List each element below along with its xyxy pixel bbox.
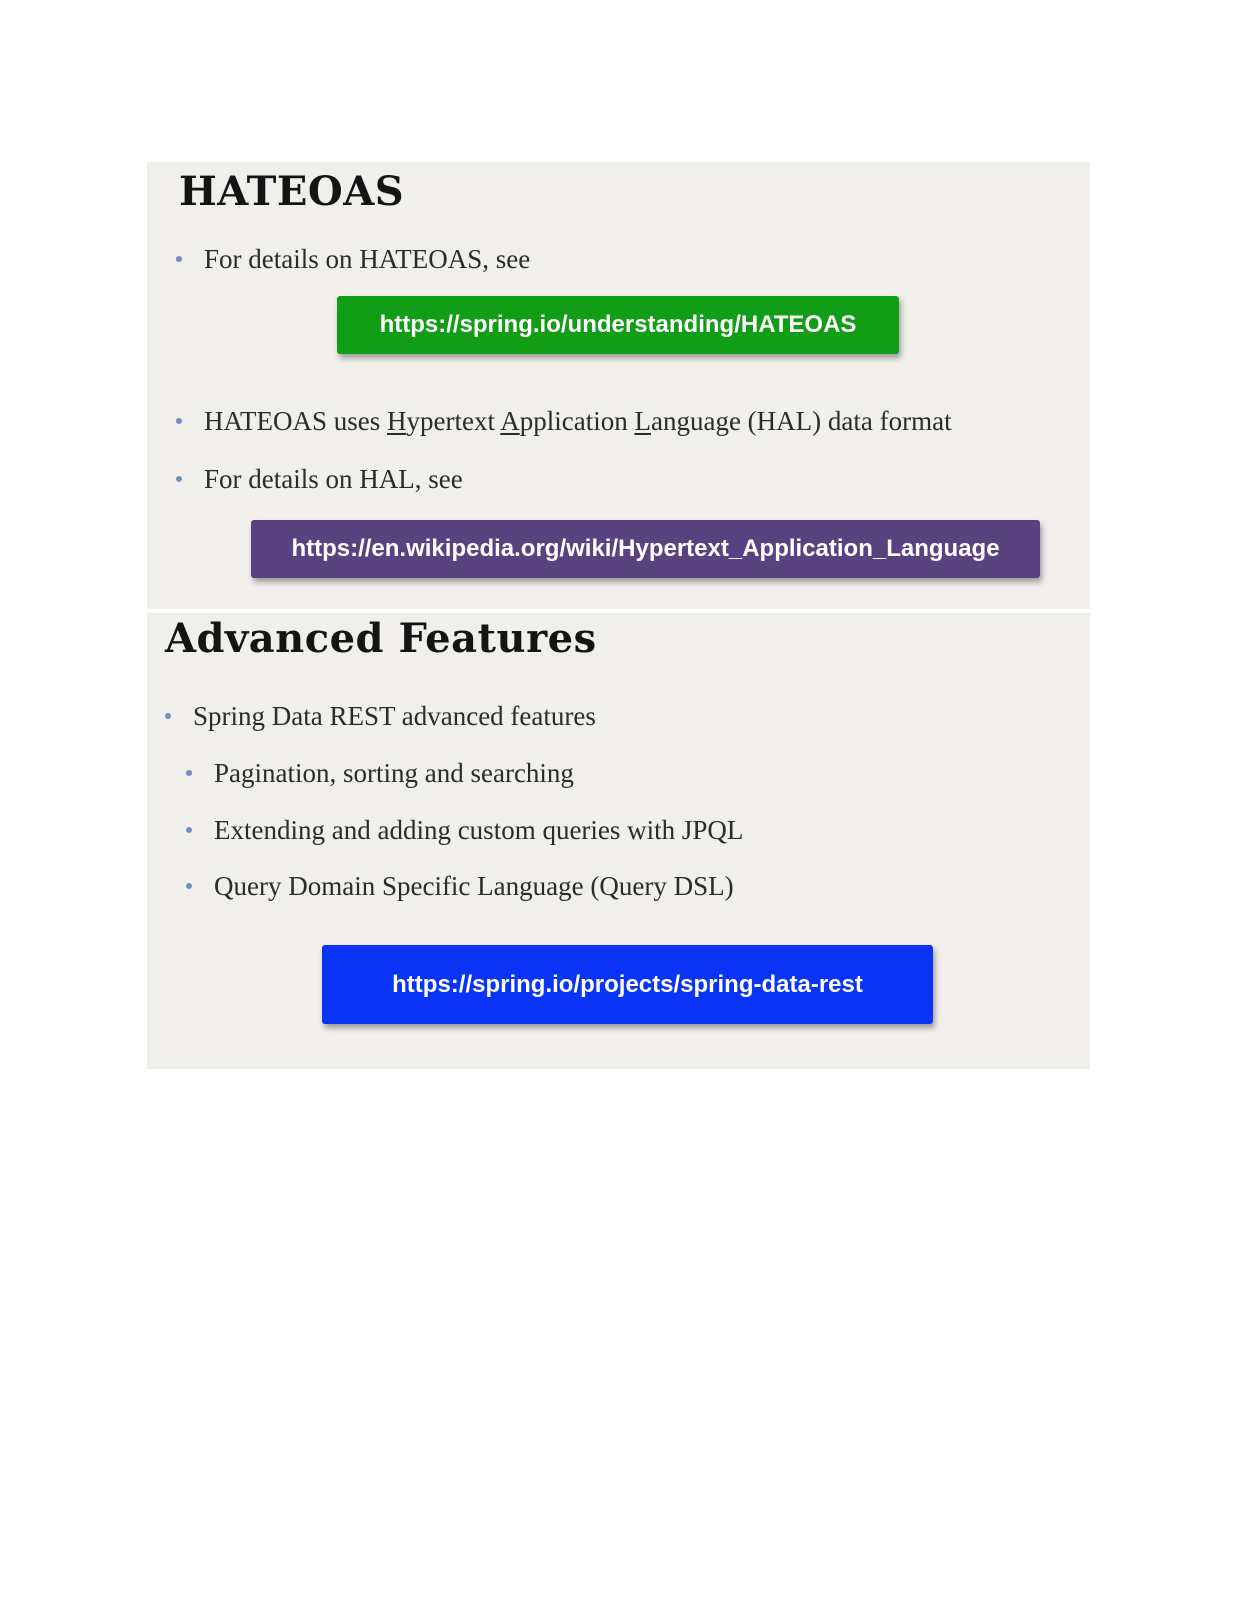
bullet-text: Pagination, sorting and searching: [214, 758, 574, 788]
spring-data-rest-link-button[interactable]: https://spring.io/projects/spring-data-rest: [322, 945, 933, 1024]
bullet-text: Spring Data REST advanced features: [193, 701, 596, 731]
slide-hateoas: [147, 162, 1090, 609]
slide-title: HATEOAS: [179, 168, 405, 215]
slide-advanced-features: [147, 613, 1090, 1069]
bullet-dot-icon: [176, 476, 182, 482]
bullet-item: [204, 462, 463, 496]
sub-bullet-item: [214, 756, 574, 790]
bullet-text: For details on HATEOAS, see: [204, 244, 531, 274]
slide-title: Advanced Features: [165, 615, 597, 662]
bullet-dot-icon: [176, 418, 182, 424]
hateoas-link-button[interactable]: https://spring.io/understanding/HATEOAS: [337, 296, 899, 354]
bullet-text: Query Domain Specific Language (Query DSL): [214, 871, 734, 901]
bullet-dot-icon: [186, 827, 192, 833]
bullet-item: [204, 404, 952, 438]
bullet-item: [193, 699, 596, 733]
bullet-dot-icon: [186, 770, 192, 776]
sub-bullet-item: [214, 869, 734, 903]
bullet-item: [204, 242, 530, 276]
bullet-dot-icon: [176, 256, 182, 262]
bullet-dot-icon: [186, 883, 192, 889]
bullet-text: Extending and adding custom queries with JPQL: [214, 815, 744, 845]
sub-bullet-item: [214, 813, 743, 847]
hal-link-button[interactable]: https://en.wikipedia.org/wiki/Hypertext_Application_Language: [251, 520, 1040, 578]
bullet-text: For details on HAL, see: [204, 464, 463, 494]
bullet-text: HATEOAS uses Hypertext Application Language (HAL) data format: [204, 406, 952, 436]
bullet-dot-icon: [165, 713, 171, 719]
